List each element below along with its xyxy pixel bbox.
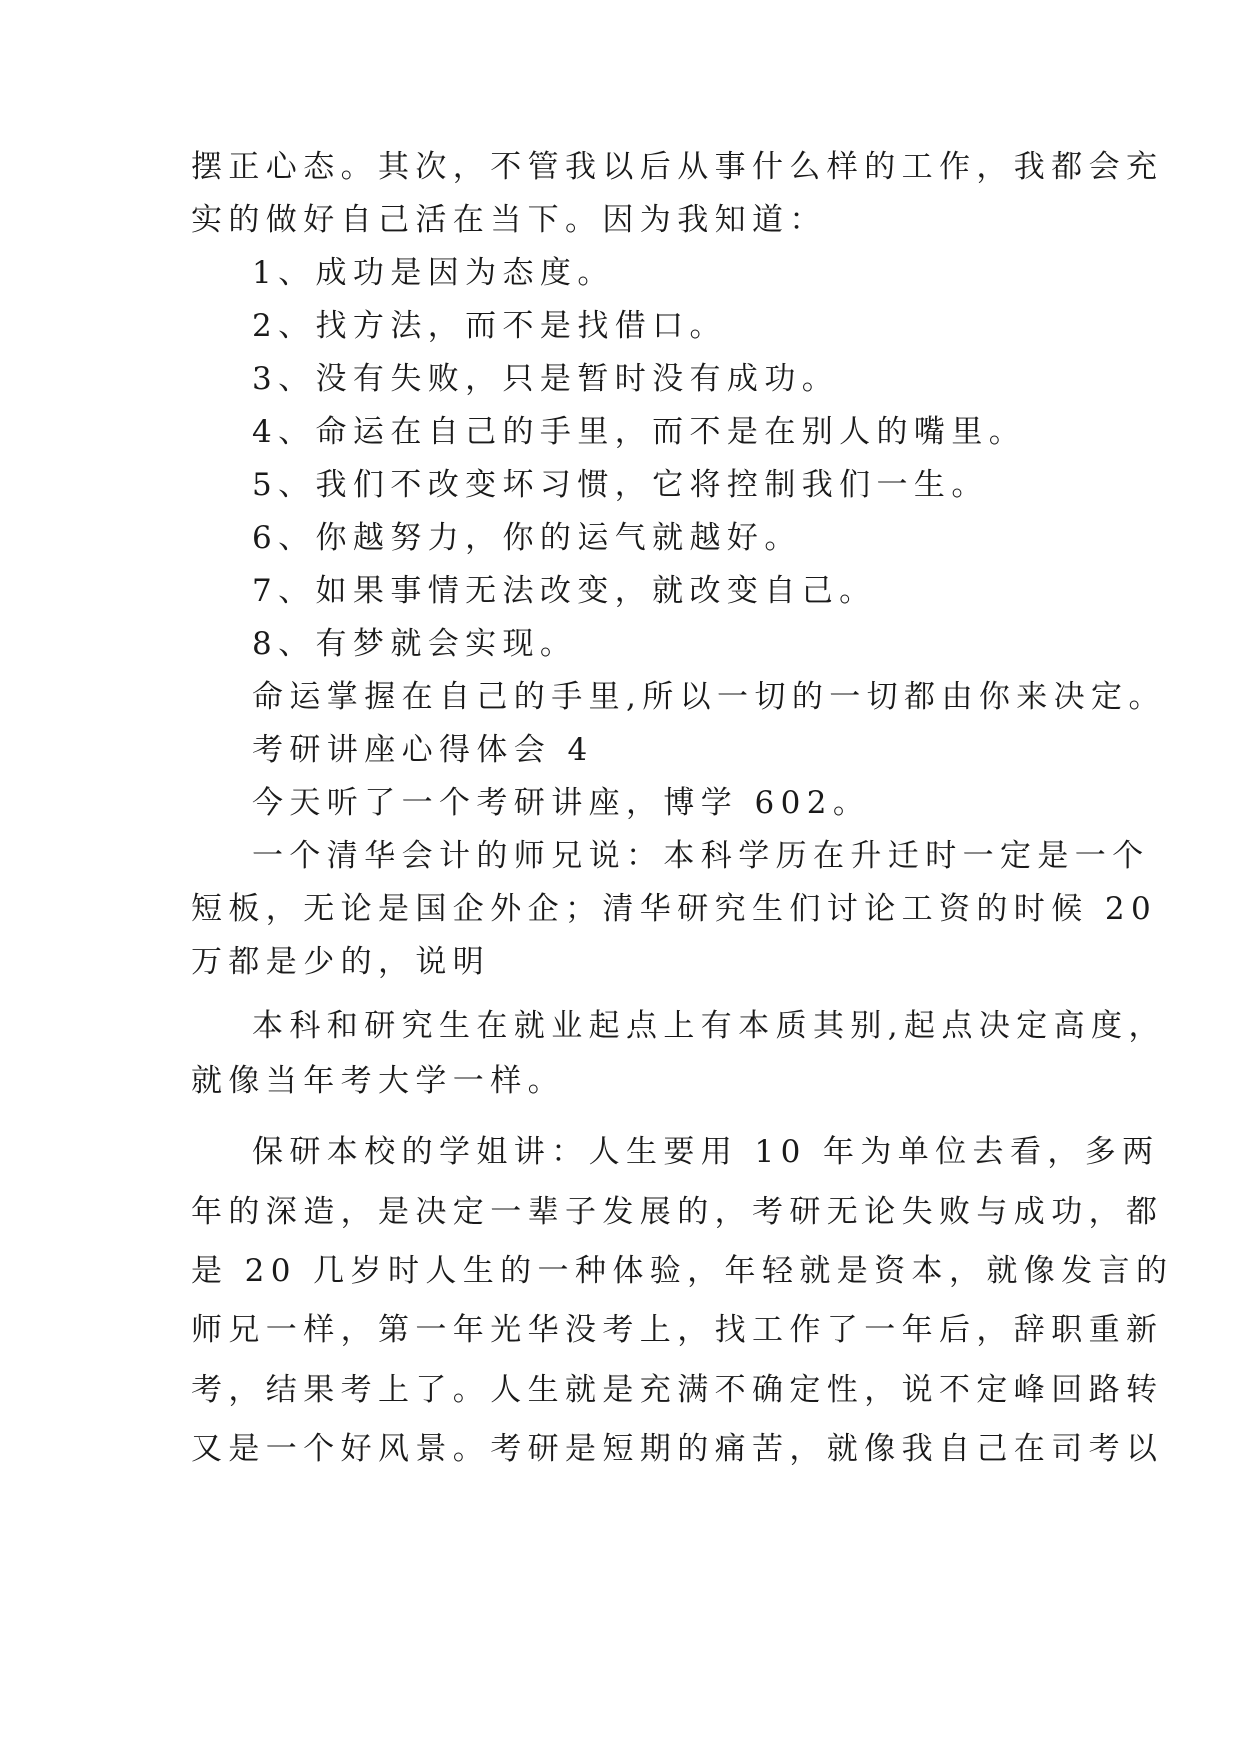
- text-line: 保研本校的学姐讲：人生要用 10 年为单位去看，多两: [252, 1134, 1160, 1170]
- text-line: 考，结果考上了。人生就是充满不确定性，说不定峰回路转: [191, 1372, 1164, 1408]
- text-line: 今天听了一个考研讲座，博学 602。: [252, 785, 871, 821]
- text-line: 一个清华会计的师兄说：本科学历在升迁时一定是一个: [252, 838, 1150, 874]
- list-item: 5、我们不改变坏习惯，它将控制我们一生。: [252, 467, 989, 503]
- section-heading: 考研讲座心得体会 4: [252, 732, 594, 768]
- list-item: 6、你越努力，你的运气就越好。: [252, 520, 802, 556]
- list-item: 4、命运在自己的手里，而不是在别人的嘴里。: [252, 414, 1027, 450]
- text-line: 摆正心态。其次，不管我以后从事什么样的工作，我都会充: [191, 149, 1164, 185]
- list-item: 8、有梦就会实现。: [252, 626, 578, 662]
- list-item: 7、如果事情无法改变，就改变自己。: [252, 573, 877, 609]
- list-item: 1、成功是因为态度。: [252, 255, 615, 291]
- text-line: 是 20 几岁时人生的一种体验，年轻就是资本，就像发言的: [191, 1253, 1174, 1289]
- text-line: 年的深造，是决定一辈子发展的，考研无论失败与成功，都: [191, 1194, 1164, 1230]
- text-line: 命运掌握在自己的手里,所以一切的一切都由你来决定。: [252, 679, 1166, 715]
- text-line: 短板，无论是国企外企；清华研究生们讨论工资的时候 20: [191, 891, 1158, 927]
- text-line: 本科和研究生在就业起点上有本质其别,起点决定高度，: [252, 1008, 1166, 1044]
- text-line: 万都是少的，说明: [191, 944, 491, 980]
- list-item: 3、没有失败，只是暂时没有成功。: [252, 361, 840, 397]
- text-line: 又是一个好风景。考研是短期的痛苦，就像我自己在司考以: [191, 1431, 1164, 1467]
- text-line: 就像当年考大学一样。: [191, 1063, 565, 1099]
- text-line: 实的做好自己活在当下。因为我知道：: [191, 202, 827, 238]
- list-item: 2、找方法，而不是找借口。: [252, 308, 727, 344]
- text-line: 师兄一样，第一年光华没考上，找工作了一年后，辞职重新: [191, 1312, 1164, 1348]
